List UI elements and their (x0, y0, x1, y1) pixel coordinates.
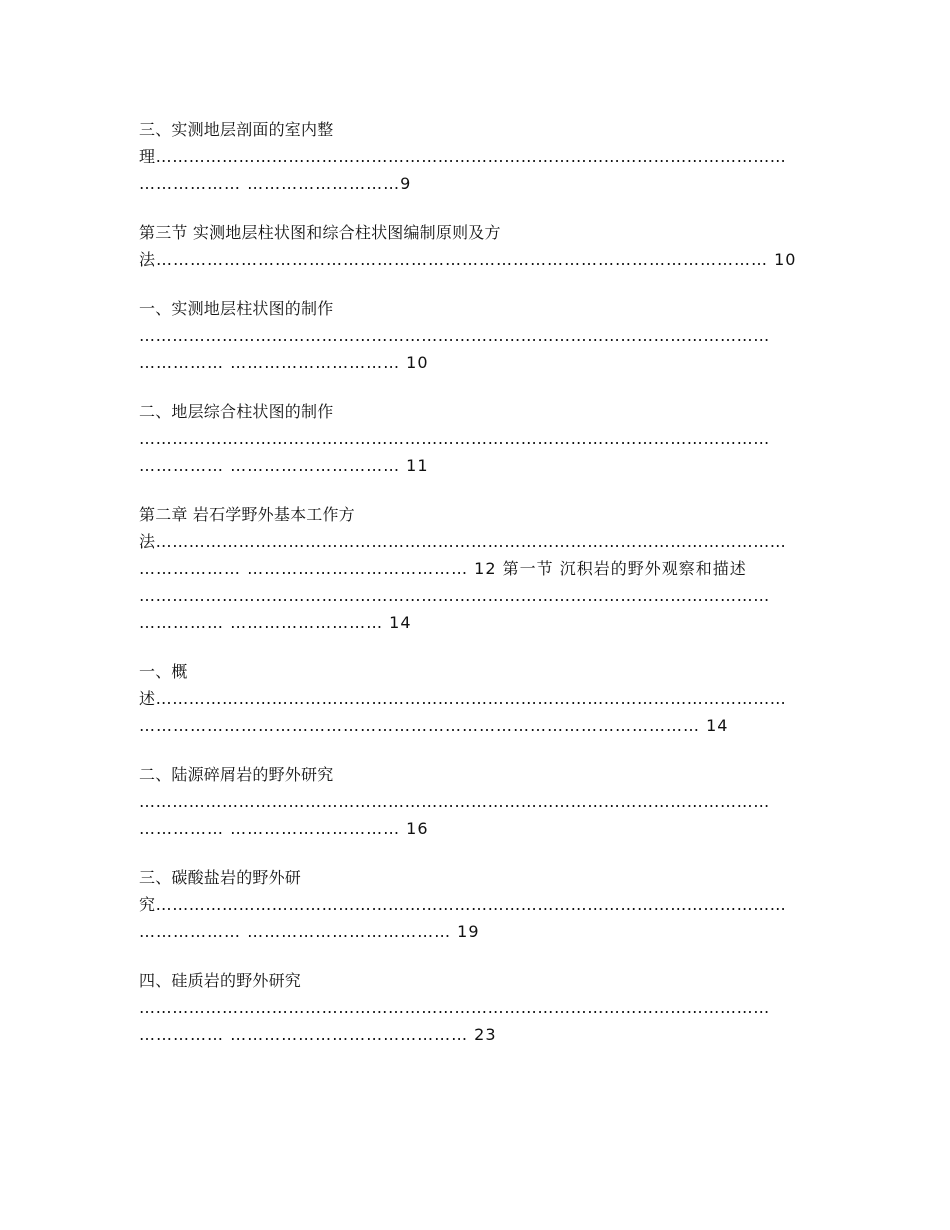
table-of-contents (139, 116, 811, 1070)
toc-entry-title: 第二章 岩石学野外基本工作方 (139, 505, 355, 524)
toc-entry (139, 967, 811, 1048)
toc-leader-line: 理…………………………………………………………………………………………………… (139, 147, 787, 166)
toc-entry (139, 219, 811, 273)
toc-page-line: …………… …………………………………… 23 (139, 1025, 497, 1044)
toc-entry-title: 三、实测地层剖面的室内整 (139, 120, 334, 139)
toc-entry-title: 二、陆源碎屑岩的野外研究 (139, 765, 334, 784)
toc-entry (139, 864, 811, 945)
toc-entry (139, 295, 811, 376)
toc-leader-line: …………………………………………………………………………………………………… (139, 586, 770, 605)
toc-leader-line: 法…………………………………………………………………………………………………… (139, 532, 787, 551)
toc-page-line: 法……………………………………………………………………………………………… 10 (139, 250, 797, 269)
toc-page-line: ……………… ………………………………… 12 第一节 沉积岩的野外观察和描述 (139, 559, 747, 578)
toc-entry-title: 二、地层综合柱状图的制作 (139, 402, 334, 421)
toc-page-line: …………… ………………………… 11 (139, 456, 429, 475)
toc-entry (139, 116, 811, 197)
toc-leader-line: 究…………………………………………………………………………………………………… (139, 895, 787, 914)
toc-leader-line: …………………………………………………………………………………………………… (139, 998, 770, 1017)
toc-entry-title: 一、概 (139, 662, 188, 681)
toc-page-line: …………… ………………………… 10 (139, 353, 429, 372)
toc-entry (139, 761, 811, 842)
toc-entry (139, 658, 811, 739)
toc-page-line: ……………… ………………………9 (139, 174, 412, 193)
toc-page-line: …………… ………………………… 16 (139, 819, 429, 838)
toc-leader-line: …………………………………………………………………………………………………… (139, 326, 770, 345)
toc-page-line: ……………………………………………………………………………………… 14 (139, 716, 729, 735)
toc-entry (139, 398, 811, 479)
toc-leader-line: …………………………………………………………………………………………………… (139, 792, 770, 811)
toc-page-line: ……………… ……………………………… 19 (139, 922, 480, 941)
toc-entry-title: 一、实测地层柱状图的制作 (139, 299, 334, 318)
toc-leader-line: 述…………………………………………………………………………………………………… (139, 689, 787, 708)
toc-entry-title: 第三节 实测地层柱状图和综合柱状图编制原则及方 (139, 223, 501, 242)
toc-page-line: …………… ……………………… 14 (139, 613, 412, 632)
toc-entry-title: 三、碳酸盐岩的野外研 (139, 868, 302, 887)
toc-entry (139, 501, 811, 636)
toc-leader-line: …………………………………………………………………………………………………… (139, 429, 770, 448)
toc-entry-title: 四、硅质岩的野外研究 (139, 971, 302, 990)
